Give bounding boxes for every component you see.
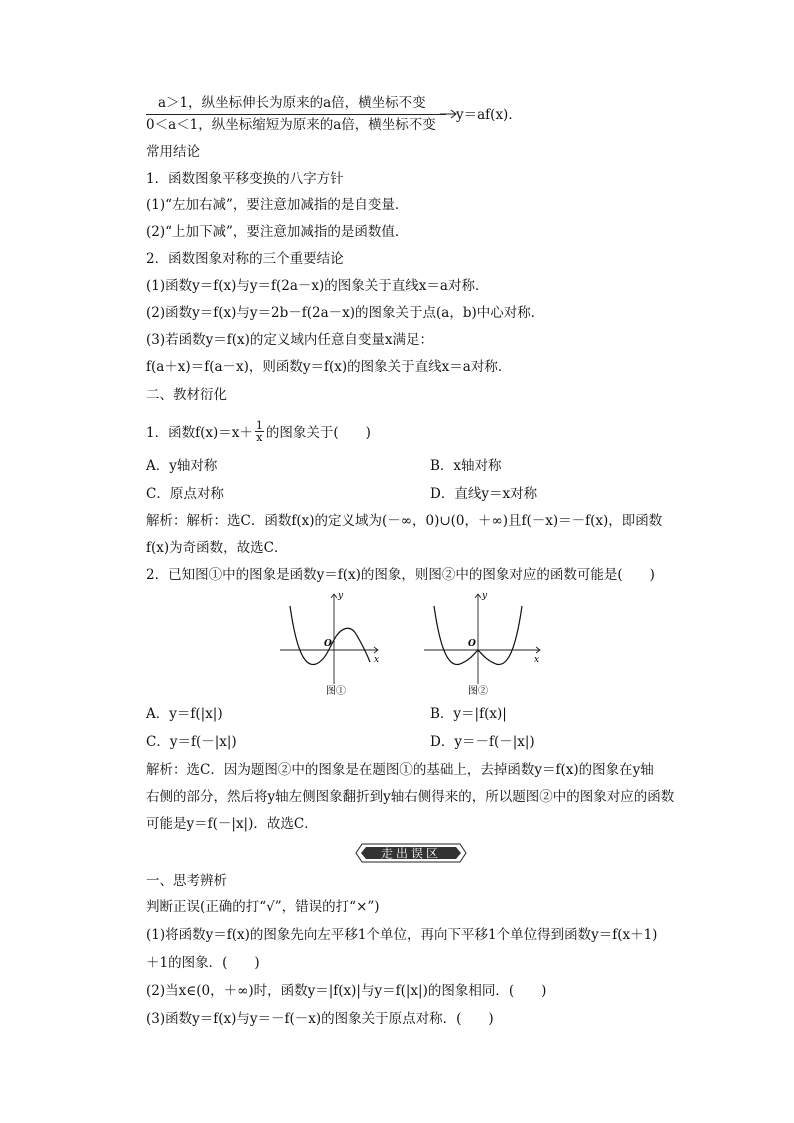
conclusion-1a: (1)“左加右减”，要注意加减指的是自变量． <box>146 197 409 213</box>
q1-fraction <box>255 420 264 443</box>
scale-result: y＝af(x)． <box>456 107 522 123</box>
q1-option-b: B．x轴对称 <box>430 458 502 474</box>
textbook-heading: 二、教材衍化 <box>146 387 227 403</box>
fig2-origin-label: O <box>468 639 476 649</box>
statement-1-line-1: (1)将函数y＝f(x)的图象先向左平移1个单位，再向下平移1个单位得到函数y＝f(x＋1) <box>146 927 658 943</box>
q1-option-d: D．直线y＝x对称 <box>430 486 538 502</box>
q1-option-c: C．原点对称 <box>146 486 224 502</box>
statement-3: (3)函数y＝f(x)与y＝－f(－x)的图象关于原点对称．( ) <box>146 1011 494 1027</box>
statement-1-line-2: ＋1的图象．( ) <box>146 955 260 971</box>
mapping-rule <box>146 114 446 115</box>
scale-condition-1: a＞1，纵坐标伸长为原来的a倍，横坐标不变 <box>158 95 426 111</box>
fig1-axis-x-label: x <box>374 655 380 665</box>
q2-solution-line-3: 可能是y＝f(－|x|)．故选C． <box>146 816 318 832</box>
fig2-axis-y-label: y <box>482 591 488 601</box>
conclusions-heading: 常用结论 <box>146 144 200 160</box>
q1-frac-den: x <box>256 431 263 444</box>
mistakes-intro: 判断正误(正确的打“√”，错误的打“×”) <box>146 899 380 915</box>
q1-solution-line-1: 解析：解析：选C．函数f(x)的定义域为(－∞，0)∪(0，＋∞)且f(－x)＝－f(x)，即函数 <box>146 513 663 529</box>
q2-solution-line-1: 解析：选C．因为题图②中的图象是在题图①的基础上，去掉函数y＝f(x)的图象在y轴 <box>146 762 654 778</box>
figure-2-graph <box>420 588 544 700</box>
figure-1-graph <box>276 588 386 700</box>
section-badge <box>352 840 470 866</box>
q1-frac-num: 1 <box>255 419 263 432</box>
q1-prefix: 1．函数f(x)＝x＋ <box>146 425 253 441</box>
q2-solution-line-2: 右侧的部分，然后将y轴左侧图象翻折到y轴右侧得来的，所以题图②中的图象对应的函数 <box>146 789 675 805</box>
q1-option-a: A．y轴对称 <box>146 458 218 474</box>
conclusion-2-title: 2．函数图象对称的三个重要结论 <box>146 251 344 267</box>
conclusion-2a: (1)函数y＝f(x)与y＝f(2a－x)的图象关于直线x＝a对称． <box>146 278 489 294</box>
conclusion-1b: (2)“上加下减”，要注意加减指的是函数值． <box>146 224 409 240</box>
section-badge-label: 走出误区 <box>380 846 442 861</box>
conclusion-2d: f(a＋x)＝f(a－x)，则函数y＝f(x)的图象关于直线x＝a对称． <box>146 359 512 375</box>
fig1-axis-y-label: y <box>338 591 344 601</box>
figure-2-caption: 图② <box>468 686 488 697</box>
q2-option-c: C．y＝f(－|x|) <box>146 734 237 750</box>
q1-suffix: 的图象关于( ) <box>265 425 371 441</box>
q2-option-a: A．y＝f(|x|) <box>146 706 223 722</box>
q2-option-d: D．y＝－f(－|x|) <box>430 734 535 750</box>
figure-1-caption: 图① <box>326 686 346 697</box>
question-1-stem <box>146 419 371 445</box>
fig1-origin-label: O <box>324 639 332 649</box>
q2-option-b: B．y＝|f(x)| <box>430 706 507 722</box>
conclusion-1-title: 1．函数图象平移变换的八字方针 <box>146 171 344 187</box>
q1-solution-line-2: f(x)为奇函数，故选C． <box>146 540 288 556</box>
mistakes-heading: 一、思考辨析 <box>146 873 227 889</box>
scale-condition-2: 0＜a＜1，纵坐标缩短为原来的a倍，横坐标不变 <box>146 117 436 133</box>
fig2-axis-x-label: x <box>534 655 540 665</box>
conclusion-2c: (3)若函数y＝f(x)的定义域内任意自变量x满足： <box>146 332 434 348</box>
statement-2: (2)当x∈(0，＋∞)时，函数y＝|f(x)|与y＝f(|x|)的图象相同．( ) <box>146 983 547 999</box>
conclusion-2b: (2)函数y＝f(x)与y＝2b－f(2a－x)的图象关于点(a，b)中心对称． <box>146 305 545 321</box>
question-2-stem: 2．已知图①中的图象是函数y＝f(x)的图象，则图②中的图象对应的函数可能是( ) <box>146 567 655 583</box>
